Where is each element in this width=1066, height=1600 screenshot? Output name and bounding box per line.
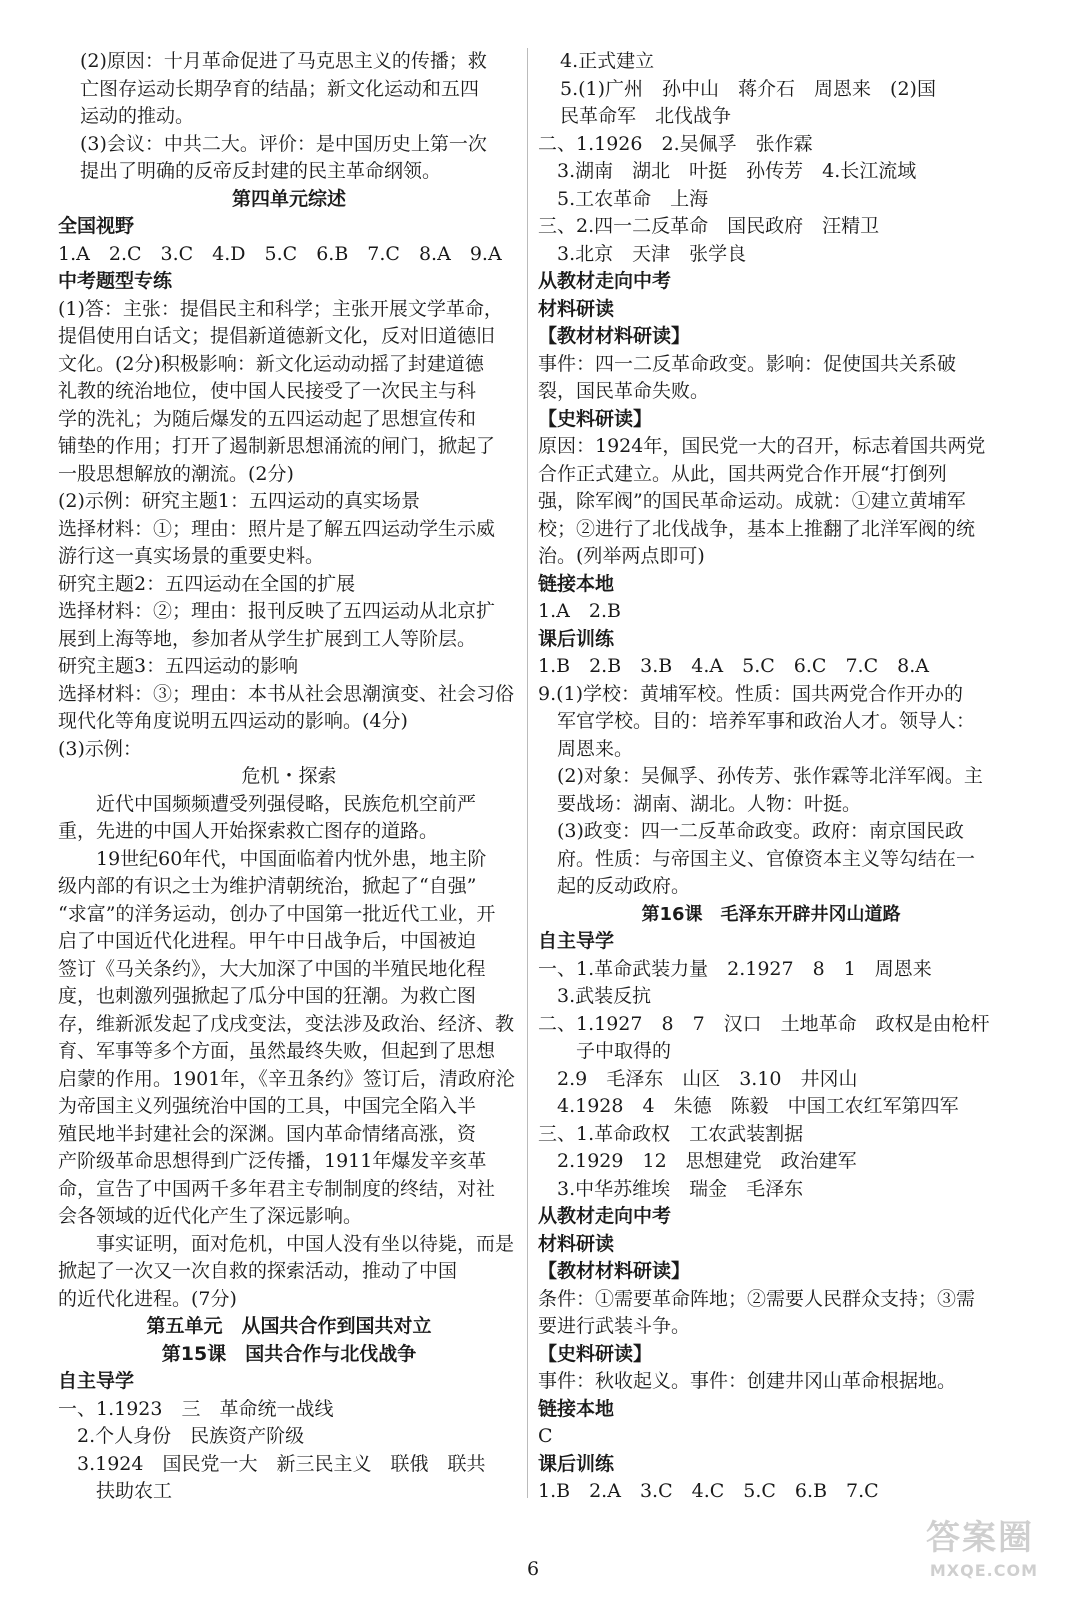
- section-heading: 民革命军 北伐战争: [560, 105, 732, 127]
- section-heading: 链接本地: [538, 1397, 615, 1420]
- section-heading: 【教材材料研读】: [538, 325, 691, 347]
- text-line: 2.个人身份 民族资产阶级: [58, 1425, 305, 1447]
- text-line: 命，宣告了中国两千多年君主专制制度的终结，对社: [58, 1177, 496, 1200]
- text-line: 一股思想解放的潮流。(2分): [58, 462, 294, 485]
- text-line: 掀起了一次又一次自救的探索活动，推动了中国: [58, 1260, 458, 1282]
- text-line: 3.中华苏维埃 瑞金 毛泽东: [538, 1177, 804, 1200]
- section-heading: 材料研读: [538, 297, 615, 320]
- text-line: 为帝国主义列强统治中国的工具，中国完全陷入半: [58, 1095, 477, 1117]
- text-line: 治。(列举两点即可): [538, 545, 705, 567]
- text-line: (3)示例：: [58, 737, 142, 760]
- text-line: 事件：秋收起义。事件：创建井冈山革命根据地。: [538, 1370, 957, 1392]
- text-line: 3.1924 国民党一大 新三民主义 联俄 联共: [58, 1452, 486, 1475]
- text-line: 展到上海等地，参加者从学生扩展到工人等阶层。: [58, 627, 477, 650]
- text-line: 强，除军阀”的国民革命运动。成就：①建立黄埔军: [538, 490, 966, 512]
- text-line: 游行这一真实场景的重要史料。: [58, 545, 325, 567]
- section-heading: 运动的推动。: [80, 105, 195, 127]
- text-line: 三、1.革命政权 工农武装割据: [538, 1122, 804, 1145]
- text-line: 5.工农革命 上海: [538, 187, 709, 210]
- text-line: 事实证明，面对危机，中国人没有坐以待毙，而是: [58, 1232, 515, 1255]
- text-line: 子中取得的: [538, 1040, 672, 1062]
- section-heading: 第16课 毛泽东开辟井冈山道路: [641, 903, 901, 925]
- section-heading: 链接本地: [538, 572, 615, 595]
- text-line: 选择材料：③；理由：本书从社会思潮演变、社会习俗: [58, 682, 515, 705]
- section-heading: 第五单元 从国共合作到国共对立: [146, 1315, 432, 1337]
- text-line: 提倡使用白话文；提倡新道德新文化，反对旧道德旧: [58, 325, 496, 347]
- text-line: 二、1.1926 2.吴佩孚 张作霖: [538, 132, 813, 155]
- text-line: 研究主题2：五四运动在全国的扩展: [58, 572, 356, 595]
- text-line: “求富”的洋务运动，创办了中国第一批近代工业，开: [58, 902, 496, 925]
- text-line: C: [538, 1425, 553, 1447]
- text-line: 礼教的统治地位，使中国人民接受了一次民主与科: [58, 380, 477, 402]
- page-number: 6: [526, 1558, 540, 1580]
- text-line: 育、军事等多个方面，虽然最终失败，但起到了思想: [58, 1040, 496, 1062]
- section-heading: 材料研读: [538, 1232, 615, 1255]
- left-column: [58, 48, 520, 1506]
- text-line: 4.1928 4 朱德 陈毅 中国工农红军第四军: [538, 1095, 959, 1117]
- text-line: 府。性质：与帝国主义、官僚资本主义等勾结在一: [538, 847, 976, 870]
- watermark-logo: [837, 1510, 1042, 1582]
- text-line: 裂，国民革命失败。: [538, 380, 710, 402]
- text-line: 军官学校。目的：培养军事和政治人才。领导人：: [538, 710, 976, 732]
- text-line: 选择材料：①；理由：照片是了解五四运动学生示威: [58, 517, 496, 540]
- section-heading: 自主导学: [538, 930, 615, 952]
- section-heading: 课后训练: [538, 627, 615, 650]
- text-line: 度，也刺激列强掀起了瓜分中国的狂潮。为救亡图: [58, 985, 477, 1007]
- text-line: 级内部的有识之士为维护清朝统治，掀起了“自强”: [58, 875, 477, 897]
- section-heading: 从教材走向中考: [538, 270, 672, 292]
- text-line: 3.武装反抗: [538, 985, 652, 1007]
- section-heading: 第15课 国共合作与北伐战争: [161, 1342, 417, 1365]
- section-heading: 自主导学: [58, 1370, 135, 1392]
- text-line: 合作正式建立。从此，国共两党合作开展“打倒列: [538, 462, 947, 485]
- section-heading: 从教材走向中考: [538, 1205, 672, 1227]
- text-line: 校；②进行了北伐战争，基本上推翻了北洋军阀的统: [538, 517, 976, 540]
- text-line: 二、1.1927 8 7 汉口 土地革命 政权是由枪杆: [538, 1012, 990, 1035]
- text-line: 3.湖南 湖北 叶挺 孙传芳 4.长江流域: [538, 160, 917, 182]
- text-line: 存，维新派发起了戊戌变法，变法涉及政治、经济、教: [58, 1012, 515, 1035]
- text-line: 一、1.革命武装力量 2.1927 8 1 周恩来: [538, 957, 932, 980]
- text-line: 条件：①需要革命阵地；②需要人民群众支持；③需: [538, 1287, 976, 1310]
- section-heading: 【史料研读】: [538, 1342, 653, 1365]
- text-line: 1.B 2.A 3.C 4.C 5.C 6.B 7.C: [538, 1480, 879, 1502]
- text-line: 现代化等角度说明五四运动的影响。(4分): [58, 710, 408, 732]
- text-line: 近代中国频频遭受列强侵略，民族危机空前严: [58, 792, 477, 815]
- section-heading: 课后训练: [538, 1452, 615, 1475]
- text-line: (2)对象：吴佩孚、孙传芳、张作霖等北洋军阀。主: [538, 765, 983, 787]
- text-line: 文化。(2分)积极影响：新文化运动动摇了封建道德: [58, 352, 484, 375]
- section-heading: 5.(1)广州 孙中山 蒋介石 周恩来 (2)国: [560, 77, 936, 100]
- text-line: 原因：1924年，国民党一大的召开，标志着国共两党: [538, 435, 986, 457]
- section-heading: 全国视野: [58, 215, 135, 237]
- section-heading: 提出了明确的反帝反封建的民主革命纲领。: [80, 160, 442, 182]
- text-line: (1)答：主张：提倡民主和科学；主张开展文学革命，: [58, 297, 503, 320]
- text-line: 启了中国近代化进程。甲午中日战争后，中国被迫: [58, 930, 477, 952]
- section-heading: 亡图存运动长期孕育的结晶；新文化运动和五四: [80, 77, 480, 100]
- text-line: 会各领域的近代化产生了深远影响。: [58, 1205, 363, 1227]
- text-line: 选择材料：②；理由：报刊反映了五四运动从北京扩: [58, 600, 496, 622]
- text-line: 9.(1)学校：黄埔军校。性质：国共两党合作开办的: [538, 682, 964, 705]
- text-line: (2)示例：研究主题1：五四运动的真实场景: [58, 490, 421, 512]
- text-line: 启蒙的作用。1901年，《辛丑条约》签订后，清政府沦: [58, 1067, 515, 1090]
- text-line: 起的反动政府。: [538, 875, 691, 897]
- watermark-url: MXQE.COM: [929, 1561, 1038, 1580]
- text-line: 学的洗礼；为随后爆发的五四运动起了思想宣传和: [58, 407, 477, 430]
- text-line: 产阶级革命思想得到广泛传播，1911年爆发辛亥革: [58, 1150, 487, 1172]
- section-heading: (2)原因：十月革命促进了马克思主义的传播；救: [80, 50, 487, 72]
- text-line: 危机・探索: [241, 765, 337, 787]
- text-line: 3.北京 天津 张学良: [538, 242, 747, 265]
- text-line: 1.A 2.C 3.C 4.D 5.C 6.B 7.C 8.A 9.A: [58, 242, 502, 265]
- text-line: 2.9 毛泽东 山区 3.10 井冈山: [538, 1067, 858, 1090]
- text-line: 的近代化进程。(7分): [58, 1287, 237, 1310]
- text-line: 19世纪60年代，中国面临着内忧外患，地主阶: [58, 847, 487, 870]
- section-heading: (3)会议：中共二大。评价：是中国历史上第一次: [80, 132, 487, 155]
- section-heading: 中考题型专练: [58, 270, 173, 292]
- watermark-text: 答案圈: [926, 1518, 1034, 1558]
- text-line: (3)政变：四一二反革命政变。政府：南京国民政: [538, 820, 964, 842]
- text-line: 扶助农工: [58, 1480, 173, 1502]
- section-heading: 4.正式建立: [560, 50, 655, 72]
- text-line: 1.B 2.B 3.B 4.A 5.C 6.C 7.C 8.A: [538, 655, 929, 677]
- text-line: 要战场：湖南、湖北。人物：叶挺。: [538, 792, 862, 815]
- text-line: 要进行武装斗争。: [538, 1315, 691, 1337]
- section-heading: 【史料研读】: [538, 407, 653, 430]
- text-line: 一、1.1923 三 革命统一战线: [58, 1397, 334, 1420]
- right-column: [538, 48, 1004, 1506]
- section-heading: 第四单元综述: [231, 187, 346, 210]
- text-line: 殖民地半封建社会的深渊。国内革命情绪高涨，资: [58, 1122, 477, 1145]
- text-line: 事件：四一二反革命政变。影响：促使国共关系破: [538, 352, 957, 375]
- text-line: 2.1929 12 思想建党 政治建军: [538, 1150, 857, 1172]
- text-line: 周恩来。: [538, 737, 634, 760]
- section-heading: 【教材材料研读】: [538, 1260, 691, 1282]
- text-line: 重，先进的中国人开始探索救亡图存的道路。: [58, 820, 439, 842]
- text-line: 铺垫的作用；打开了遏制新思想涌流的闸门，掀起了: [58, 435, 496, 457]
- text-line: 三、2.四一二反革命 国民政府 汪精卫: [538, 215, 880, 237]
- text-line: 签订《马关条约》，大大加深了中国的半殖民地化程: [58, 957, 486, 980]
- text-line: 研究主题3：五四运动的影响: [58, 655, 299, 677]
- text-line: 1.A 2.B: [538, 600, 621, 622]
